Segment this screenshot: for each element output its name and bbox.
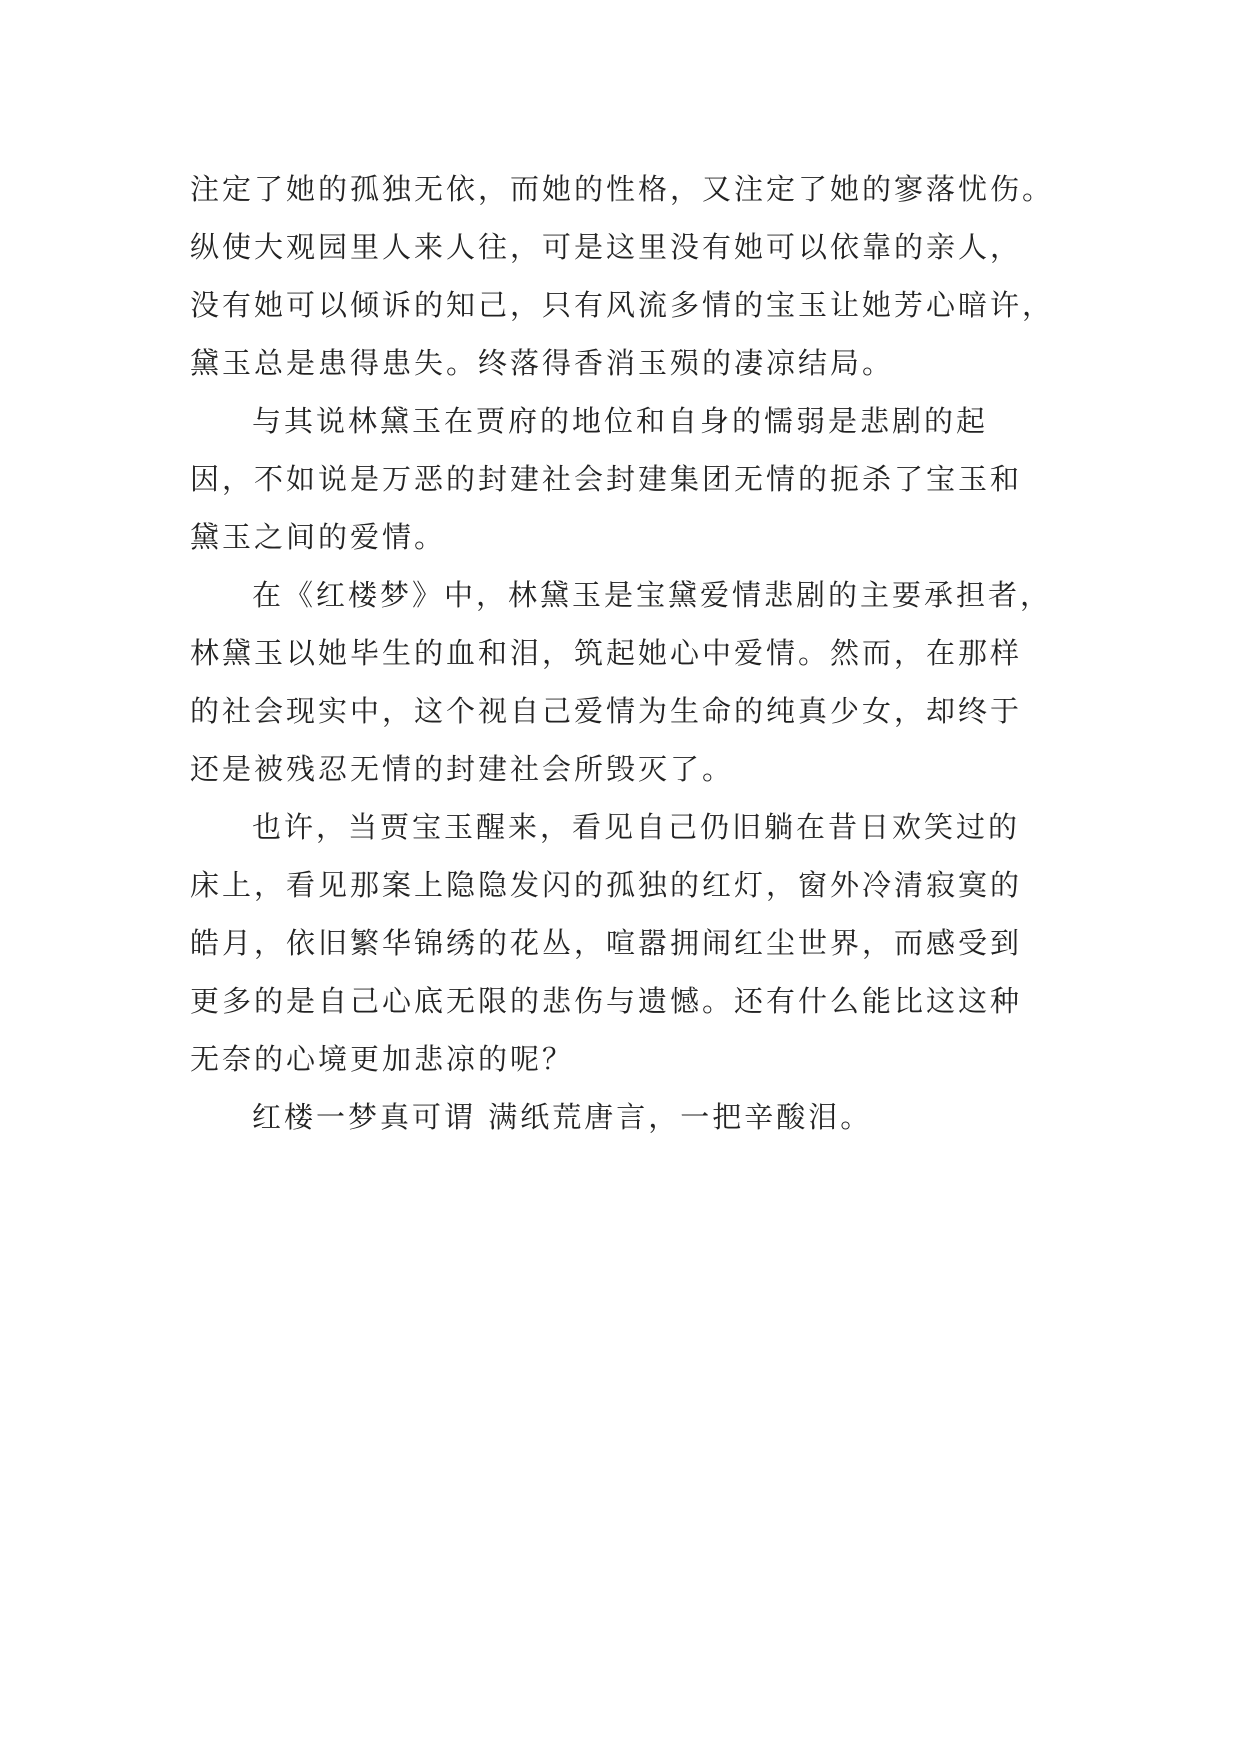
paragraph-line: 与其说林黛玉在贾府的地位和自身的懦弱是悲剧的起 — [252, 404, 989, 438]
paragraph-line: 皓月，依旧繁华锦绣的花丛，喧嚣拥闹红尘世界，而感受到 — [190, 926, 1023, 960]
paragraph-line: 红楼一梦真可谓 满纸荒唐言，一把辛酸泪。 — [252, 1100, 873, 1134]
paragraph-1 — [190, 160, 1090, 392]
paragraph-line: 黛玉之间的爱情。 — [190, 520, 447, 554]
paragraph-line: 的社会现实中，这个视自己爱情为生命的纯真少女，却终于 — [190, 694, 1023, 728]
paragraph-line: 注定了她的孤独无依，而她的性格，又注定了她的寥落忧伤。 — [190, 172, 1055, 206]
paragraph-line: 林黛玉以她毕生的血和泪，筑起她心中爱情。然而，在那样 — [190, 636, 1023, 670]
paragraph-line: 无奈的心境更加悲凉的呢？ — [190, 1042, 575, 1076]
document-body — [190, 160, 1090, 1146]
paragraph-line: 因，不如说是万恶的封建社会封建集团无情的扼杀了宝玉和 — [190, 462, 1023, 496]
paragraph-line: 没有她可以倾诉的知己，只有风流多情的宝玉让她芳心暗许， — [190, 288, 1055, 322]
paragraph-line: 在《红楼梦》中，林黛玉是宝黛爱情悲剧的主要承担者， — [252, 578, 1053, 612]
paragraph-4 — [190, 798, 1090, 1088]
paragraph-line: 床上，看见那案上隐隐发闪的孤独的红灯，窗外冷清寂寞的 — [190, 868, 1023, 902]
paragraph-line: 更多的是自己心底无限的悲伤与遗憾。还有什么能比这这种 — [190, 984, 1023, 1018]
paragraph-line: 黛玉总是患得患失。终落得香消玉殒的凄凉结局。 — [190, 346, 895, 380]
paragraph-2 — [190, 392, 1090, 566]
paragraph-line: 还是被残忍无情的封建社会所毁灭了。 — [190, 752, 735, 786]
paragraph-5 — [190, 1088, 1090, 1146]
paragraph-line: 纵使大观园里人来人往，可是这里没有她可以依靠的亲人， — [190, 230, 1023, 264]
paragraph-line: 也许，当贾宝玉醒来，看见自己仍旧躺在昔日欢笑过的 — [252, 810, 1021, 844]
paragraph-3 — [190, 566, 1090, 798]
